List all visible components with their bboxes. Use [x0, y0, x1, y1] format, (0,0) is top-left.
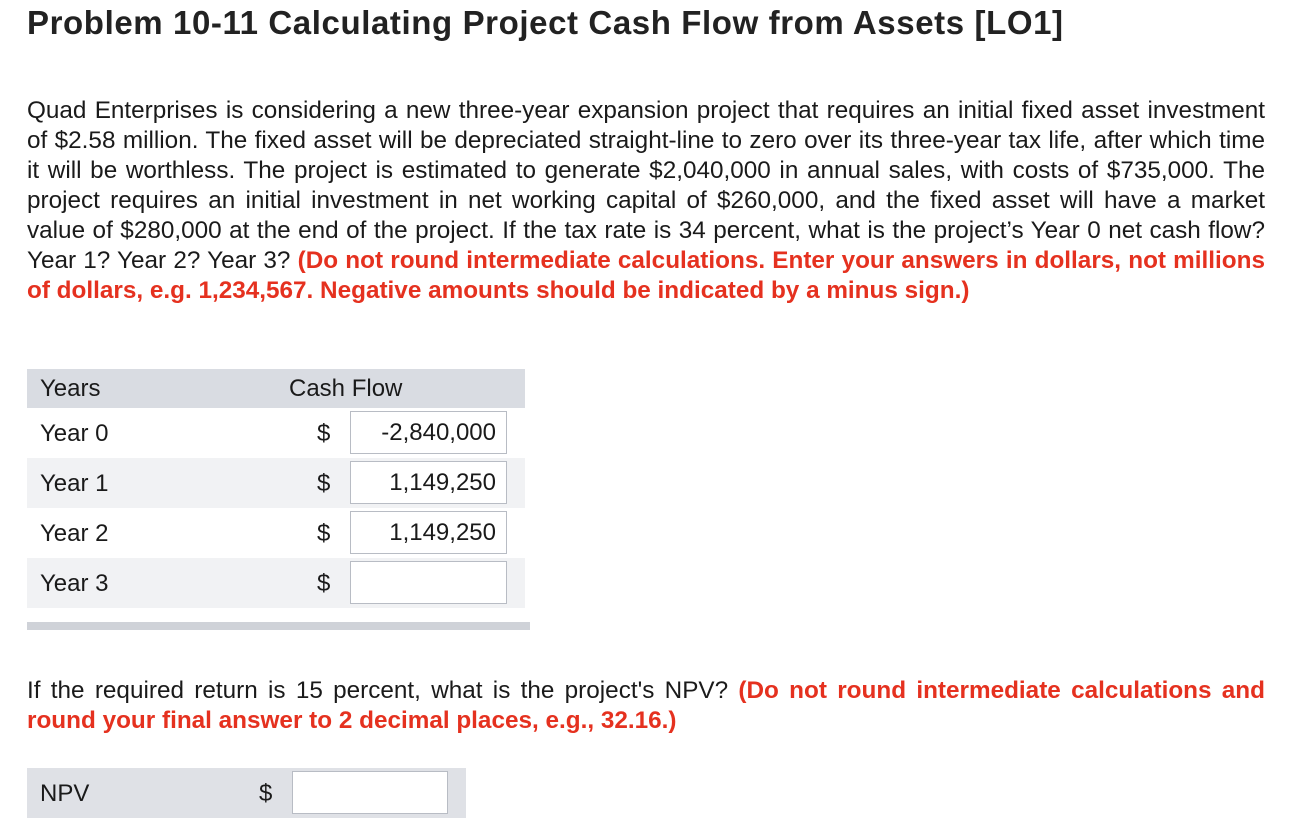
- dollar-sign: $: [317, 570, 331, 597]
- npv-question-instruction: (Do not round intermediate calculations and round your final answer to 2 decimal places, e.g., 32.16.): [27, 677, 1265, 734]
- year-2-cash-flow-input[interactable]: [350, 511, 507, 554]
- dollar-sign: $: [259, 780, 273, 807]
- question-text: [27, 96, 1265, 306]
- header-years: Years: [40, 375, 101, 402]
- dollar-sign: $: [317, 420, 331, 447]
- year-label: Year 3: [40, 570, 109, 597]
- year-label: Year 1: [40, 470, 109, 497]
- table-row: [27, 558, 525, 608]
- npv-question-text: [27, 676, 1265, 736]
- npv-input[interactable]: [292, 771, 448, 814]
- page-title: Problem 10-11 Calculating Project Cash Flow from Assets [LO1]: [27, 4, 1064, 41]
- table-row: [27, 458, 525, 508]
- dollar-sign: $: [317, 520, 331, 547]
- table-bottom-bar: [27, 622, 530, 630]
- cash-flow-table: [27, 369, 525, 608]
- year-label: Year 2: [40, 520, 109, 547]
- question-instruction: (Do not round intermediate calculations. Enter your answers in dollars, not millions of dollars, e.g. 1,234,567. Negative amounts should be indicated by a minus sign.): [27, 247, 1265, 304]
- year-3-cash-flow-input[interactable]: [350, 561, 507, 604]
- year-label: Year 0: [40, 420, 109, 447]
- npv-table: [27, 768, 466, 818]
- cash-flow-table-header: [27, 369, 525, 408]
- npv-label: NPV: [40, 780, 90, 807]
- header-cash-flow: Cash Flow: [289, 375, 403, 402]
- question-body: Quad Enterprises is considering a new three-year expansion project that requires an initial fixed asset investment of $2.58 million. The fixed asset will be depreciated straight-line to zero over its three-year tax life, after which time it will be worthless. The project is estimated to generate $2,040,000 in annual sales, with costs of $735,000. The project requires an initial investment in net working capital of $260,000, and the fixed asset will have a market value of $280,000 at the end of the project. If the tax rate is 34 percent, what is the project’s Year 0 net cash flow? Year 1? Year 2? Year 3?: [27, 97, 1265, 274]
- year-0-cash-flow-input[interactable]: [350, 411, 507, 454]
- dollar-sign: $: [317, 470, 331, 497]
- npv-question-body: If the required return is 15 percent, what is the project's NPV?: [27, 677, 729, 704]
- year-1-cash-flow-input[interactable]: [350, 461, 507, 504]
- table-row: [27, 508, 525, 558]
- table-row: [27, 408, 525, 458]
